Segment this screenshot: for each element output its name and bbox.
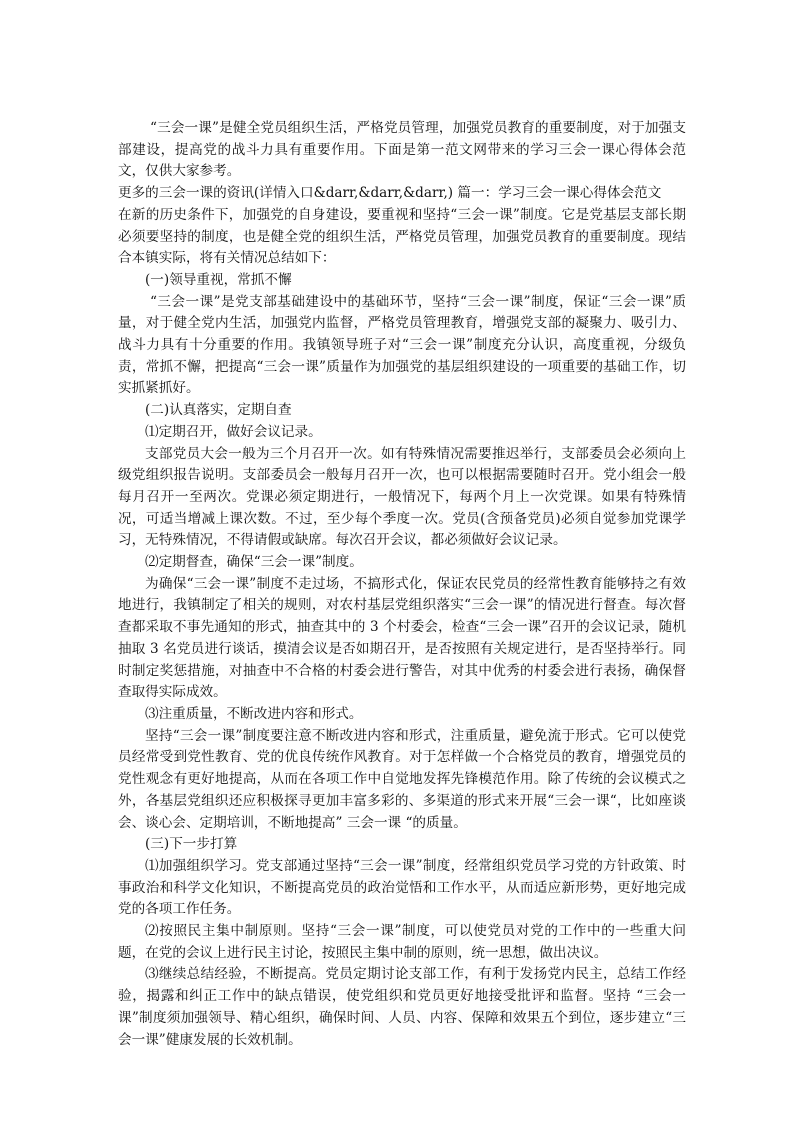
body-paragraph: ⑶继续总结经验，不断提高。党员定期讨论支部工作，有利于发扬党内民主，总结工作经验，揭露和纠正工作中的缺点错误，使党组织和党员更好地接受批评和监督。坚持 “三会一课”制度须加强领导、精心组织，确保时间、人员、内容、保障和效果五个到位，逐步建立“三会一课”健康发展的长效机制。 [118, 966, 686, 1048]
body-paragraph: “三会一课”是党支部基础建设中的基础环节，坚持“三会一课”制度，保证“三会一课”质量，对于健全党内生活，加强党内监督，严格党员管理教育，增强党支部的凝聚力、吸引力、战斗力具有十分重要的作用。我镇领导班子对“三会一课”制度充分认识，高度重视，分级负责，常抓不懈，把提高“三会一课”质量作为加强党的基层组织建设的一项重要的基础工作，切实抓紧抓好。 [118, 293, 686, 397]
section-heading-2: (二)认真落实，定期自查 [145, 402, 292, 419]
subheading: ⑴定期召开，做好会议记录。 [145, 423, 322, 440]
body-paragraph: 支部党员大会一般为三个月召开一次。如有特殊情况需要推迟举行，支部委员会必须向上级党组织报告说明。支部委员会一般每月召开一次，也可以根据需要随时召开。党小组会一般每月召开一至两次。党课必须定期进行，一般情况下，每两个月上一次党课。如果有特殊情况，可适当增减上课次数。不过，至少每个季度一次。党员(含预备党员)必须自觉参加党课学习，无特殊情况，不得请假或缺席。每次召开会议，都必须做好会议记录。 [118, 445, 686, 549]
body-paragraph: ⑵按照民主集中制原则。坚持“三会一课”制度，可以使党员对党的工作中的一些重大问题，在党的会议上进行民主讨论，按照民主集中制的原则，统一思想，做出决议。 [118, 923, 686, 961]
document-page [118, 118, 686, 1051]
section-heading-3: (三)下一步打算 [145, 836, 238, 853]
body-paragraph: 坚持“三会一课”制度要注意不断改进内容和形式，注重质量，避免流于形式。它可以使党员经常受到党性教育、党的优良传统作风教育。对于怎样做一个合格党员的教育，增强党员的党性观念有更好地提高，从而在各项工作中自觉地发挥先锋模范作用。除了传统的会议模式之外，各基层党组织还应积极探寻更加丰富多彩的、多渠道的形式来开展“三会一课“，比如座谈会、谈心会、定期培训，不断地提高” 三会一课 “的质量。 [118, 727, 686, 831]
more-info-link-line[interactable]: 更多的三会一课的资讯(详情入口&darr,&darr,&darr,) 篇一：学习三会一课心得体会范文 [118, 185, 662, 202]
section-heading-1: (一)领导重视，常抓不懈 [145, 271, 292, 288]
body-paragraph: 在新的历史条件下，加强党的自身建设，要重视和坚持“三会一课”制度。它是党基层支部长期必须要坚持的制度，也是健全党的组织生活，严格党员管理，加强党员教育的重要制度。现结合本镇实际，将有关情况总结如下： [118, 206, 686, 267]
body-paragraph: ⑴加强组织学习。党支部通过坚持“三会一课”制度，经常组织党员学习党的方针政策、时事政治和科学文化知识，不断提高党员的政治觉悟和工作水平，从而适应新形势，更好地完成党的各项工作任务。 [118, 857, 686, 918]
subheading: ⑵定期督查，确保“三会一课”制度。 [145, 554, 363, 571]
subheading: ⑶注重质量，不断改进内容和形式。 [145, 705, 363, 722]
intro-paragraph: “三会一课”是健全党员组织生活，严格党员管理，加强党员教育的重要制度，对于加强支部建设，提高党的战斗力具有重要作用。下面是第一范文网带来的学习三会一课心得体会范文，仅供大家参考。 [118, 120, 686, 180]
body-paragraph: 为确保“三会一课”制度不走过场，不搞形式化，保证农民党员的经常性教育能够持之有效地进行，我镇制定了相关的规则，对农村基层党组织落实“三会一课”的情况进行督查。每次督查都采取不事先通知的形式，抽查其中的 3 个村委会，检查“三会一课”召开的会议记录，随机抽取 3 名党员进行谈话，摸清会议是否如期召开，是否按照有关规定进行，是否坚持举行。同时制定奖惩措施，对抽查中不合格的村委会进行警告，对其中优秀的村委会进行表扬，确保督查取得实际成效。 [118, 575, 686, 701]
